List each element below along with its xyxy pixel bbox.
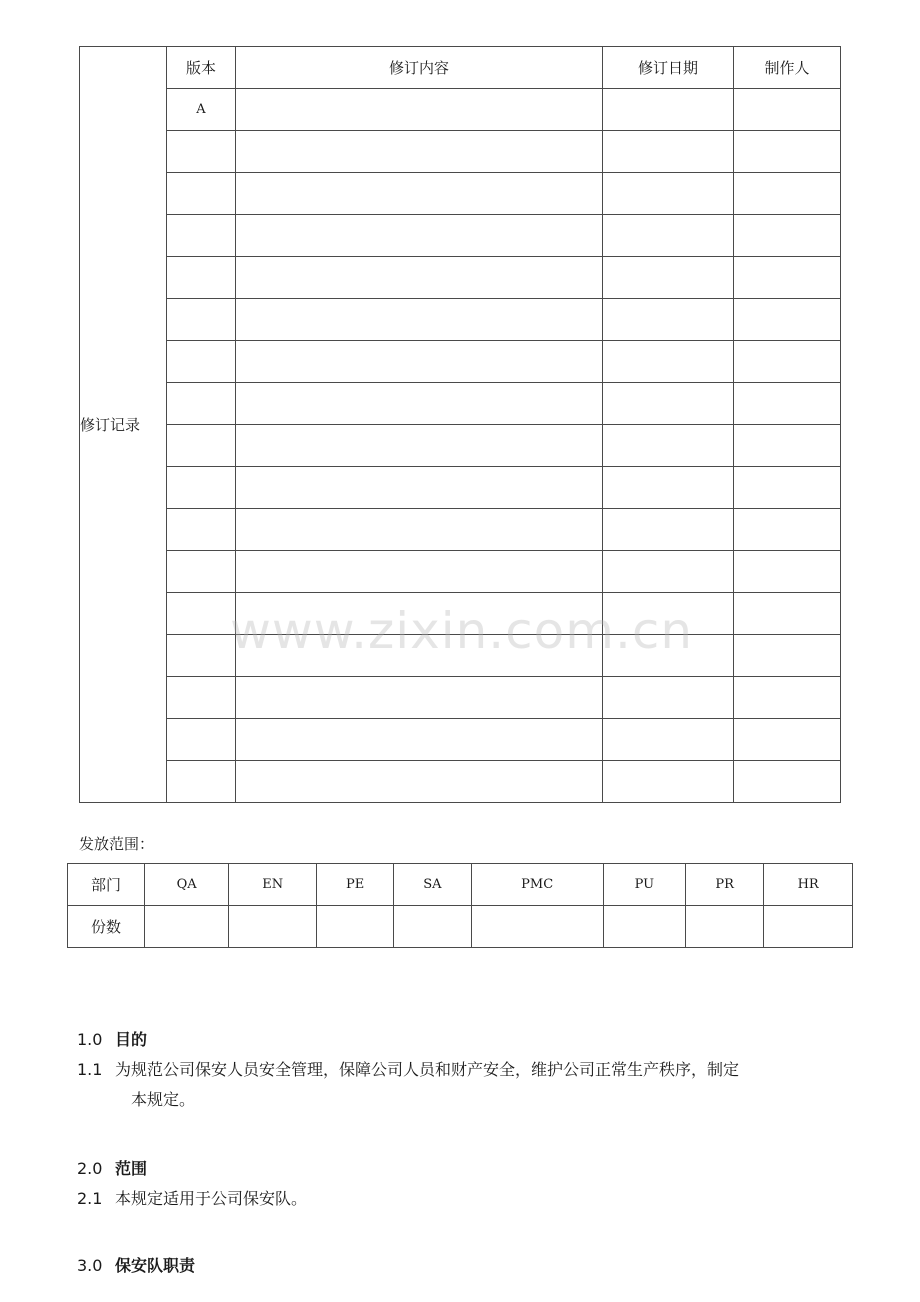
table-cell: [236, 677, 603, 719]
table-cell: [603, 89, 734, 131]
table-cell: [734, 173, 841, 215]
table-row: [80, 467, 841, 509]
table-cell: [603, 299, 734, 341]
copies-cell: [145, 906, 229, 948]
revision-header-row: [80, 47, 841, 89]
table-row: [80, 509, 841, 551]
department-cell: PR: [685, 864, 763, 906]
paragraph-2-1: [77, 1184, 847, 1214]
table-row: [80, 551, 841, 593]
table-row: [80, 215, 841, 257]
table-cell: [603, 635, 734, 677]
section-1-number: 1.0: [77, 1030, 103, 1049]
table-cell: [236, 425, 603, 467]
table-cell: [734, 131, 841, 173]
table-cell: [167, 761, 236, 803]
table-cell: [734, 593, 841, 635]
table-cell: [603, 383, 734, 425]
table-cell: [603, 341, 734, 383]
table-cell: [167, 257, 236, 299]
revision-record-table: [79, 46, 841, 803]
table-cell: [167, 635, 236, 677]
table-cell: [603, 425, 734, 467]
department-cell: HR: [764, 864, 853, 906]
table-cell: [236, 299, 603, 341]
table-cell: [167, 299, 236, 341]
table-cell: [734, 635, 841, 677]
table-cell: [734, 299, 841, 341]
table-cell: [167, 593, 236, 635]
distribution-table: [67, 863, 853, 948]
table-cell: [603, 509, 734, 551]
copies-label: 份数: [68, 906, 145, 948]
table-cell: [734, 425, 841, 467]
department-cell: PMC: [471, 864, 603, 906]
table-cell: [734, 761, 841, 803]
table-cell: [167, 425, 236, 467]
section-2-number: 2.0: [77, 1159, 103, 1178]
section-2-heading: [77, 1156, 147, 1179]
table-cell: [167, 131, 236, 173]
table-cell: [167, 677, 236, 719]
paragraph-1-1-line1: 为规范公司保安人员安全管理，保障公司人员和财产安全，维护公司正常生产秩序，制定: [115, 1060, 740, 1079]
table-row: [80, 425, 841, 467]
table-cell: [603, 467, 734, 509]
table-cell: [236, 467, 603, 509]
table-cell: [734, 215, 841, 257]
table-cell: [603, 257, 734, 299]
department-cell: EN: [229, 864, 317, 906]
table-cell: [236, 215, 603, 257]
copies-cell: [603, 906, 685, 948]
table-cell: [603, 761, 734, 803]
table-cell: [734, 677, 841, 719]
watermark: www.zixin.com.cn: [230, 602, 694, 660]
table-row: [80, 341, 841, 383]
table-cell: [603, 173, 734, 215]
table-cell: [236, 635, 603, 677]
table-cell: [236, 761, 603, 803]
copies-cell: [471, 906, 603, 948]
copies-row: [68, 906, 853, 948]
table-cell: [603, 677, 734, 719]
revision-side-label: 修订记录: [80, 47, 167, 803]
section-1-heading: [77, 1027, 147, 1050]
table-row: [80, 131, 841, 173]
table-cell: [236, 551, 603, 593]
table-row: [80, 719, 841, 761]
department-row: [68, 864, 853, 906]
section-3-title: 保安队职责: [115, 1256, 196, 1275]
section-3-number: 3.0: [77, 1256, 103, 1275]
copies-cell: [764, 906, 853, 948]
table-cell: [734, 719, 841, 761]
section-1-title: 目的: [115, 1030, 148, 1049]
table-cell: [734, 89, 841, 131]
table-cell: [236, 173, 603, 215]
table-cell: [734, 383, 841, 425]
table-cell: [167, 551, 236, 593]
table-row: [80, 89, 841, 131]
table-cell: A: [167, 89, 236, 131]
table-cell: [603, 719, 734, 761]
table-cell: [603, 131, 734, 173]
table-cell: [236, 593, 603, 635]
distribution-label: 发放范围：: [79, 835, 155, 853]
table-cell: [236, 509, 603, 551]
department-cell: SA: [394, 864, 471, 906]
table-cell: [236, 89, 603, 131]
copies-cell: [394, 906, 471, 948]
header-version: 版本: [167, 47, 236, 89]
department-cell: PE: [317, 864, 394, 906]
table-cell: [734, 509, 841, 551]
header-content: 修订内容: [236, 47, 603, 89]
department-label: 部门: [68, 864, 145, 906]
department-cell: PU: [603, 864, 685, 906]
paragraph-2-1-text: 本规定适用于公司保安队。: [115, 1189, 308, 1208]
section-3-heading: [77, 1253, 195, 1276]
table-cell: [603, 593, 734, 635]
table-cell: [236, 131, 603, 173]
table-row: [80, 593, 841, 635]
paragraph-2-1-number: 2.1: [77, 1189, 103, 1208]
table-row: [80, 299, 841, 341]
department-cell: QA: [145, 864, 229, 906]
table-row: [80, 761, 841, 803]
table-row: [80, 383, 841, 425]
table-cell: [167, 719, 236, 761]
paragraph-1-1-number: 1.1: [77, 1060, 103, 1079]
table-cell: [236, 383, 603, 425]
copies-cell: [229, 906, 317, 948]
paragraph-1-1-line2: 本规定。: [131, 1090, 196, 1109]
header-date: 修订日期: [603, 47, 734, 89]
copies-cell: [317, 906, 394, 948]
table-cell: [603, 215, 734, 257]
paragraph-1-1: [77, 1055, 847, 1115]
table-cell: [167, 467, 236, 509]
table-cell: [236, 719, 603, 761]
table-cell: [167, 341, 236, 383]
table-cell: [167, 173, 236, 215]
table-cell: [236, 341, 603, 383]
table-cell: [167, 509, 236, 551]
copies-cell: [685, 906, 763, 948]
table-cell: [167, 383, 236, 425]
table-row: [80, 257, 841, 299]
table-row: [80, 173, 841, 215]
table-cell: [734, 257, 841, 299]
table-cell: [734, 341, 841, 383]
section-2-title: 范围: [115, 1159, 148, 1178]
table-cell: [603, 551, 734, 593]
table-cell: [734, 467, 841, 509]
table-row: [80, 635, 841, 677]
table-cell: [734, 551, 841, 593]
table-cell: [167, 215, 236, 257]
table-row: [80, 677, 841, 719]
table-cell: [236, 257, 603, 299]
header-author: 制作人: [734, 47, 841, 89]
